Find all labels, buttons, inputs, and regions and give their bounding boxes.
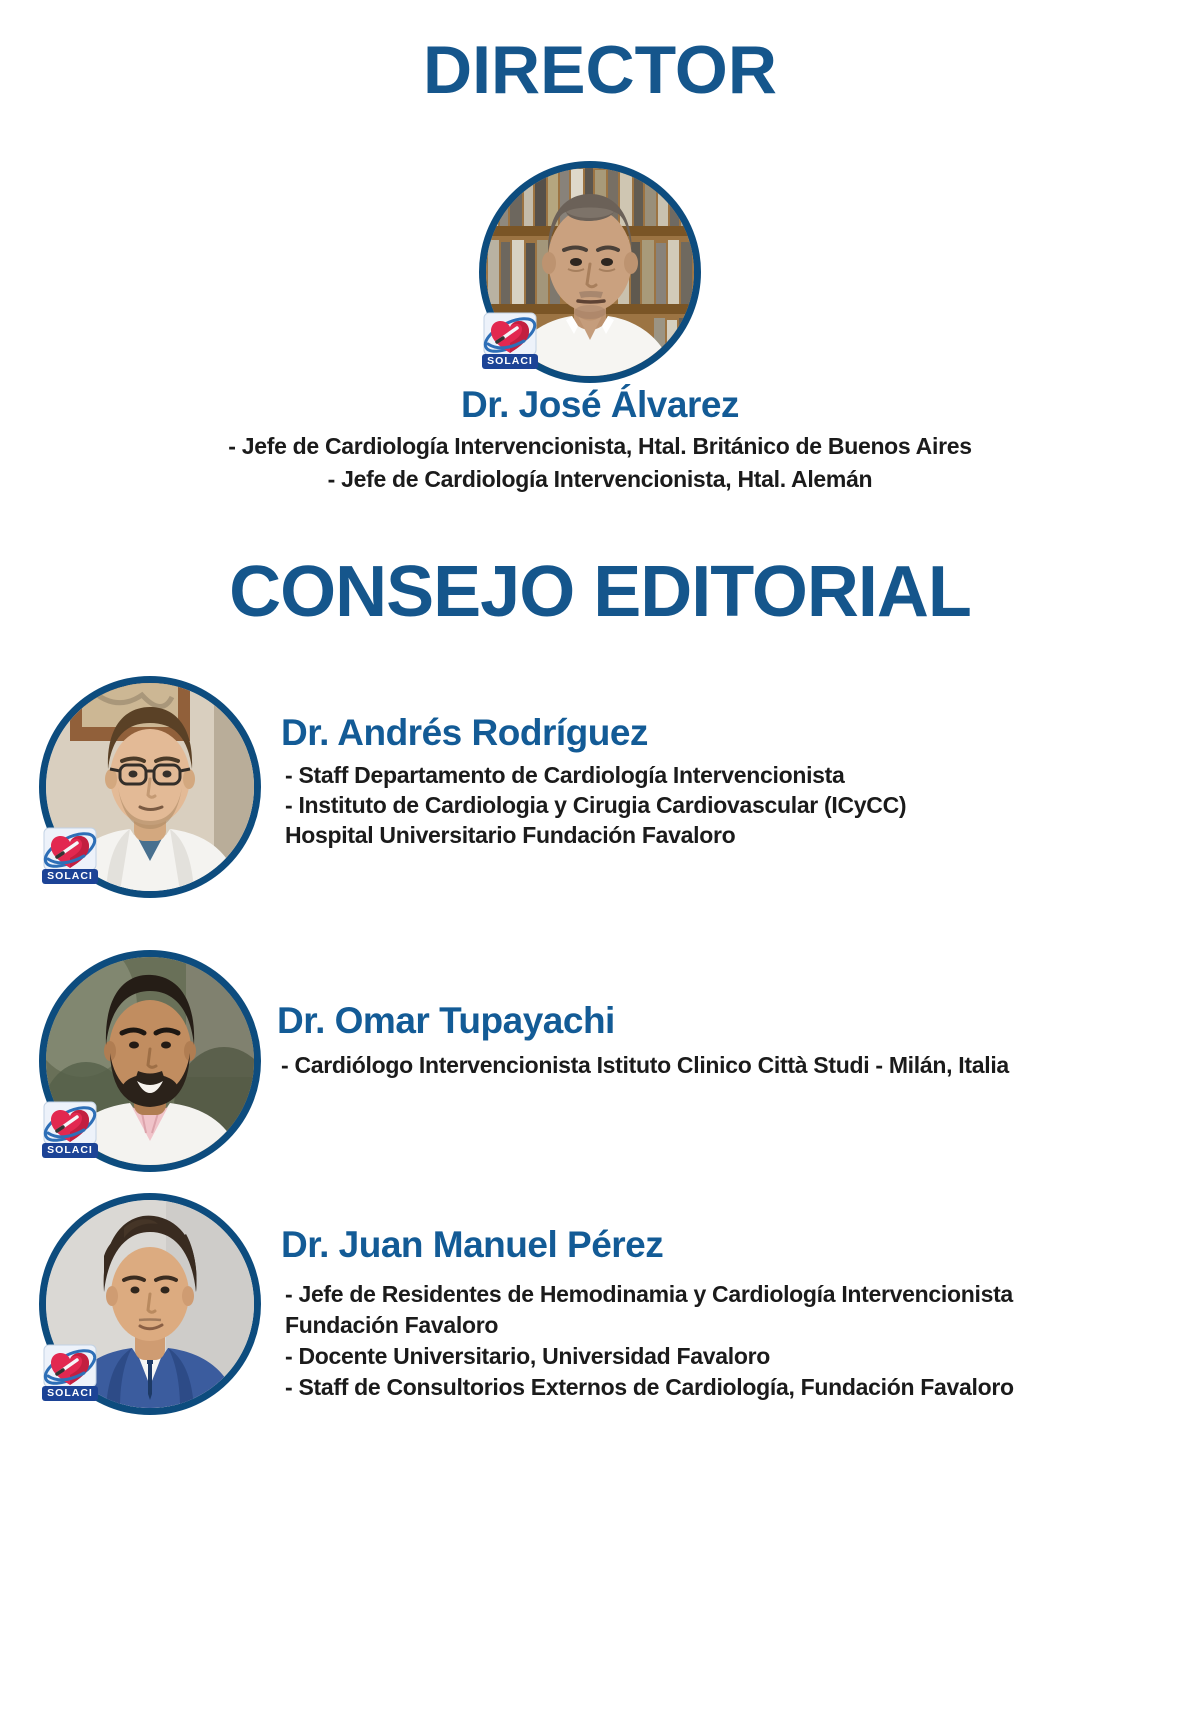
director-bio (0, 430, 1200, 496)
solaci-badge (44, 1102, 96, 1158)
member-bio-line: Fundación Favaloro (285, 1312, 499, 1338)
member-bio (281, 1050, 1009, 1080)
solaci-badge-label: SOLACI (482, 354, 538, 369)
solaci-badge-label: SOLACI (42, 1386, 98, 1401)
member-name: Dr. Omar Tupayachi (277, 1000, 615, 1041)
director-bio-line: - Jefe de Cardiología Intervencionista, Htal. Alemán (327, 466, 873, 492)
solaci-badge (44, 828, 96, 884)
member-bio-line: - Staff Departamento de Cardiología Intervencionista (285, 762, 845, 788)
director-bio-line: - Jefe de Cardiología Intervencionista, Htal. Británico de Buenos Aires (228, 433, 972, 459)
solaci-heart-icon (44, 828, 96, 870)
director-photo (479, 161, 701, 383)
member-photo-omar (39, 950, 261, 1172)
solaci-badge-label: SOLACI (42, 1143, 98, 1158)
solaci-heart-icon (484, 313, 536, 355)
solaci-heart-icon (44, 1345, 96, 1387)
director-heading: DIRECTOR (423, 32, 777, 108)
member-photo-andres (39, 676, 261, 898)
member-bio-line: - Jefe de Residentes de Hemodinamia y Cardiología Intervencionista (285, 1281, 1013, 1307)
member-bio (285, 760, 906, 850)
member-name: Dr. Juan Manuel Pérez (281, 1224, 664, 1265)
member-bio-line: Hospital Universitario Fundación Favaloro (285, 822, 736, 848)
director-name: Dr. José Álvarez (461, 384, 739, 425)
member-bio-line: - Cardiólogo Intervencionista Istituto Clinico Città Studi - Milán, Italia (281, 1052, 1009, 1078)
solaci-badge-label: SOLACI (42, 869, 98, 884)
member-bio (285, 1279, 1014, 1403)
member-bio-line: - Staff de Consultorios Externos de Cardiología, Fundación Favaloro (285, 1374, 1014, 1400)
member-photo-juan (39, 1193, 261, 1415)
solaci-badge (484, 313, 536, 369)
editorial-heading: CONSEJO EDITORIAL (229, 552, 971, 632)
member-bio-line: - Docente Universitario, Universidad Favaloro (285, 1343, 770, 1369)
solaci-heart-icon (44, 1102, 96, 1144)
member-bio-line: - Instituto de Cardiologia y Cirugia Cardiovascular (ICyCC) (285, 792, 907, 818)
member-name: Dr. Andrés Rodríguez (281, 712, 648, 753)
solaci-badge (44, 1345, 96, 1401)
